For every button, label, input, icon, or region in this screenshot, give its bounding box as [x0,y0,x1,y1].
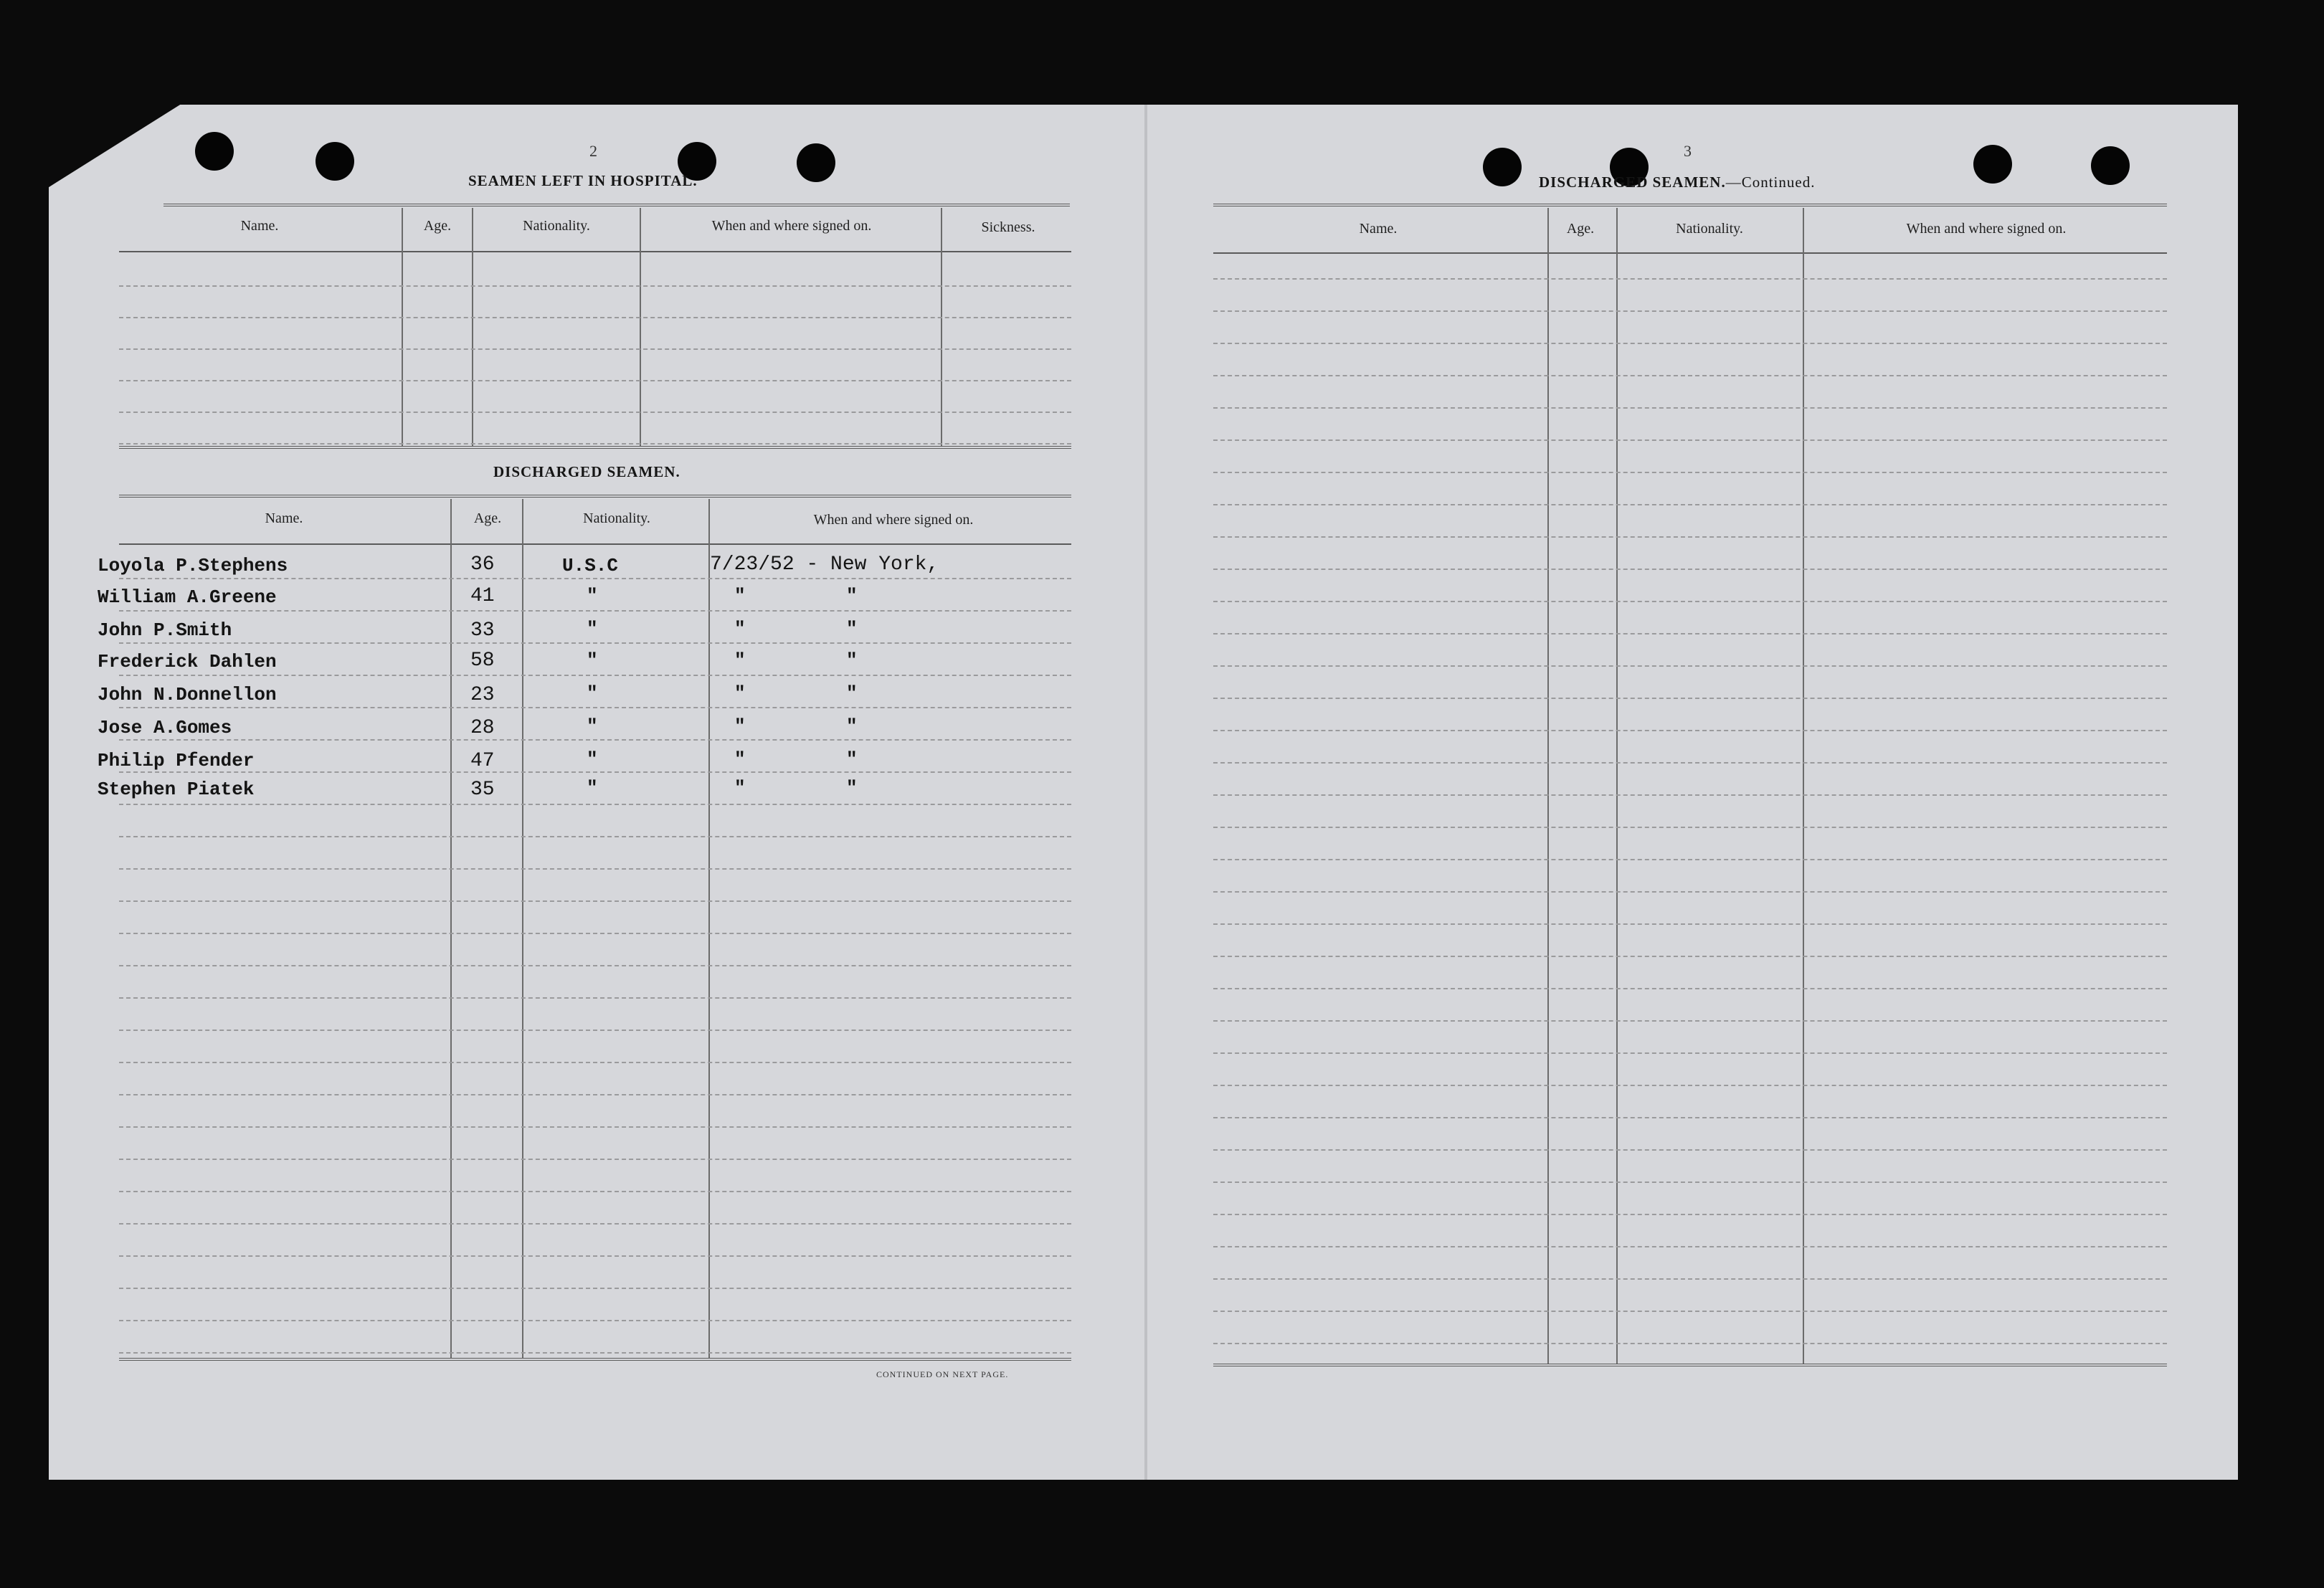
hospital-col-signed-on: When and where signed on. [711,218,872,234]
page-fold [1144,105,1147,1480]
discharged-continued-title [1539,173,1815,191]
discharged-table-top-rule [119,495,1071,498]
ruled-line [119,578,1071,579]
ruled-line [119,933,1071,934]
seaman-nationality: " [587,650,598,671]
seaman-signed-date: " [734,683,746,704]
ruled-line [119,739,1071,741]
punch-hole [1483,148,1522,186]
ruled-line [119,804,1071,805]
hospital-col-divider [472,208,473,446]
ruled-line [119,1030,1071,1031]
ruled-line [1213,1020,2167,1022]
right-table-bottom-rule [1213,1364,2167,1366]
ruled-line [1213,472,2167,473]
discharged-col-divider [522,499,523,1358]
seaman-signed-date: " [734,715,746,737]
ruled-line [1213,375,2167,376]
ruled-line [119,1223,1071,1225]
discharged-header-rule [119,543,1071,545]
discharged-col-signed-on: When and where signed on. [813,512,974,528]
right-col-signed-on: When and where signed on. [1906,221,2067,237]
seaman-signed-date: " [734,650,746,671]
ruled-line [1213,569,2167,570]
discharged-continued-title-main: DISCHARGED SEAMEN. [1539,173,1726,191]
seaman-nationality: " [587,585,598,607]
discharged-col-divider [450,499,452,1358]
ruled-line [1213,633,2167,634]
seaman-signed-place: " [846,683,858,704]
punch-hole [797,143,835,182]
seaman-name: Philip Pfender [98,750,255,771]
seaman-nationality: " [587,715,598,737]
right-col-divider [1616,208,1618,1364]
seaman-signed-place: " [846,618,858,640]
continued-note: CONTINUED ON NEXT PAGE. [876,1369,1009,1379]
ruled-line [1213,665,2167,667]
hospital-header-rule [119,251,1071,252]
ruled-line [1213,956,2167,957]
ruled-line [119,412,1071,413]
ruled-line [119,771,1071,773]
ruled-line [119,380,1071,381]
seaman-name: John P.Smith [98,619,232,641]
ruled-line [119,1159,1071,1160]
ruled-line [119,1062,1071,1063]
hospital-col-name: Name. [240,218,279,234]
ruled-line [1213,1117,2167,1118]
ruled-line [1213,1085,2167,1086]
ruled-line [1213,343,2167,344]
seaman-signed-place: " [846,585,858,607]
ruled-line [1213,698,2167,699]
right-col-divider [1803,208,1804,1364]
hospital-col-age: Age. [423,218,452,234]
seaman-nationality: U.S.C [562,555,619,576]
right-col-divider [1547,208,1549,1364]
ruled-line [1213,762,2167,764]
ruled-line [1213,794,2167,796]
ruled-line [1213,988,2167,989]
punch-hole [316,142,354,181]
seaman-name: Loyola P.Stephens [98,555,288,576]
hospital-col-divider [640,208,641,446]
seaman-age: 36 [470,553,495,576]
seaman-age: 28 [470,717,495,739]
ruled-line [119,675,1071,676]
ruled-line [119,1320,1071,1321]
punch-hole [195,132,234,171]
ruled-line [1213,891,2167,893]
ruled-line [119,610,1071,612]
ruled-line [1213,278,2167,280]
seaman-signed-on: 7/23/52 - New York, [710,553,939,576]
seaman-signed-date: " [734,618,746,640]
discharged-section-title: DISCHARGED SEAMEN. [493,463,680,480]
page-number-left: 2 [589,142,598,160]
ruled-line [1213,827,2167,828]
ruled-line [1213,1246,2167,1247]
seaman-name: Jose A.Gomes [98,717,232,738]
ruled-line [119,900,1071,902]
discharged-col-divider [708,499,710,1358]
seaman-age: 23 [470,684,495,706]
ruled-line [1213,504,2167,505]
hospital-col-nationality: Nationality. [523,218,590,234]
ruled-line [1213,1149,2167,1151]
punch-hole [2091,146,2130,185]
ruled-line [1213,1311,2167,1312]
seaman-name: Frederick Dahlen [98,651,277,672]
right-col-nationality: Nationality. [1676,221,1743,237]
seaman-age: 41 [470,585,495,607]
right-col-name: Name. [1359,221,1398,237]
ruled-line [119,1094,1071,1095]
ruled-line [119,868,1071,870]
right-table-top-rule [1213,204,2167,206]
ruled-line [1213,730,2167,731]
ruled-line [1213,439,2167,441]
seaman-signed-place: " [846,748,858,770]
seaman-signed-date: " [734,585,746,607]
hospital-col-divider [941,208,942,446]
ruled-line [1213,536,2167,538]
discharged-table-bottom-rule [119,1358,1071,1361]
seaman-nationality: " [587,618,598,640]
hospital-col-sickness: Sickness. [981,219,1035,235]
seaman-nationality: " [587,777,598,799]
ruled-line [1213,1343,2167,1344]
discharged-continued-suffix: —Continued. [1725,173,1816,191]
discharged-col-age: Age. [473,510,502,526]
discharged-col-name: Name. [265,510,303,526]
ruled-line [119,348,1071,350]
ruled-line [119,1126,1071,1128]
seaman-name: John N.Donnellon [98,684,277,705]
hospital-table-top-rule [163,204,1070,206]
ruled-line [119,997,1071,999]
seaman-signed-place: " [846,650,858,671]
ruled-line [119,443,1071,444]
right-header-rule [1213,252,2167,254]
seaman-signed-place: " [846,715,858,737]
ruled-line [119,1352,1071,1354]
seaman-age: 33 [470,619,495,642]
ruled-line [119,642,1071,644]
ruled-line [1213,859,2167,860]
punch-hole [1973,145,2012,184]
seaman-signed-date: " [734,748,746,770]
ruled-line [1213,310,2167,312]
seaman-name: William A.Greene [98,586,277,608]
seaman-name: Stephen Piatek [98,779,255,800]
ruled-line [119,1255,1071,1257]
ruled-line [1213,407,2167,409]
hospital-section-title: SEAMEN LEFT IN HOSPITAL. [468,172,698,189]
ruled-line [119,285,1071,287]
ruled-line [119,1288,1071,1289]
ruled-line [1213,601,2167,602]
page-number-right: 3 [1684,142,1692,160]
seaman-age: 47 [470,750,495,772]
seaman-age: 58 [470,650,495,672]
ruled-line [1213,1052,2167,1054]
ruled-line [119,1191,1071,1192]
seaman-nationality: " [587,748,598,770]
seaman-signed-date: " [734,777,746,799]
ruled-line [1213,1214,2167,1215]
ruled-line [119,707,1071,708]
ruled-line [1213,923,2167,925]
discharged-col-nationality: Nationality. [583,510,650,526]
hospital-col-divider [402,208,403,446]
seaman-age: 35 [470,779,495,801]
right-col-age: Age. [1566,221,1595,237]
hospital-table-bottom-rule [119,446,1071,449]
ruled-line [119,317,1071,318]
ruled-line [119,836,1071,837]
seaman-signed-place: " [846,777,858,799]
seaman-nationality: " [587,683,598,704]
ruled-line [1213,1182,2167,1183]
ruled-line [119,965,1071,966]
ruled-line [1213,1278,2167,1280]
